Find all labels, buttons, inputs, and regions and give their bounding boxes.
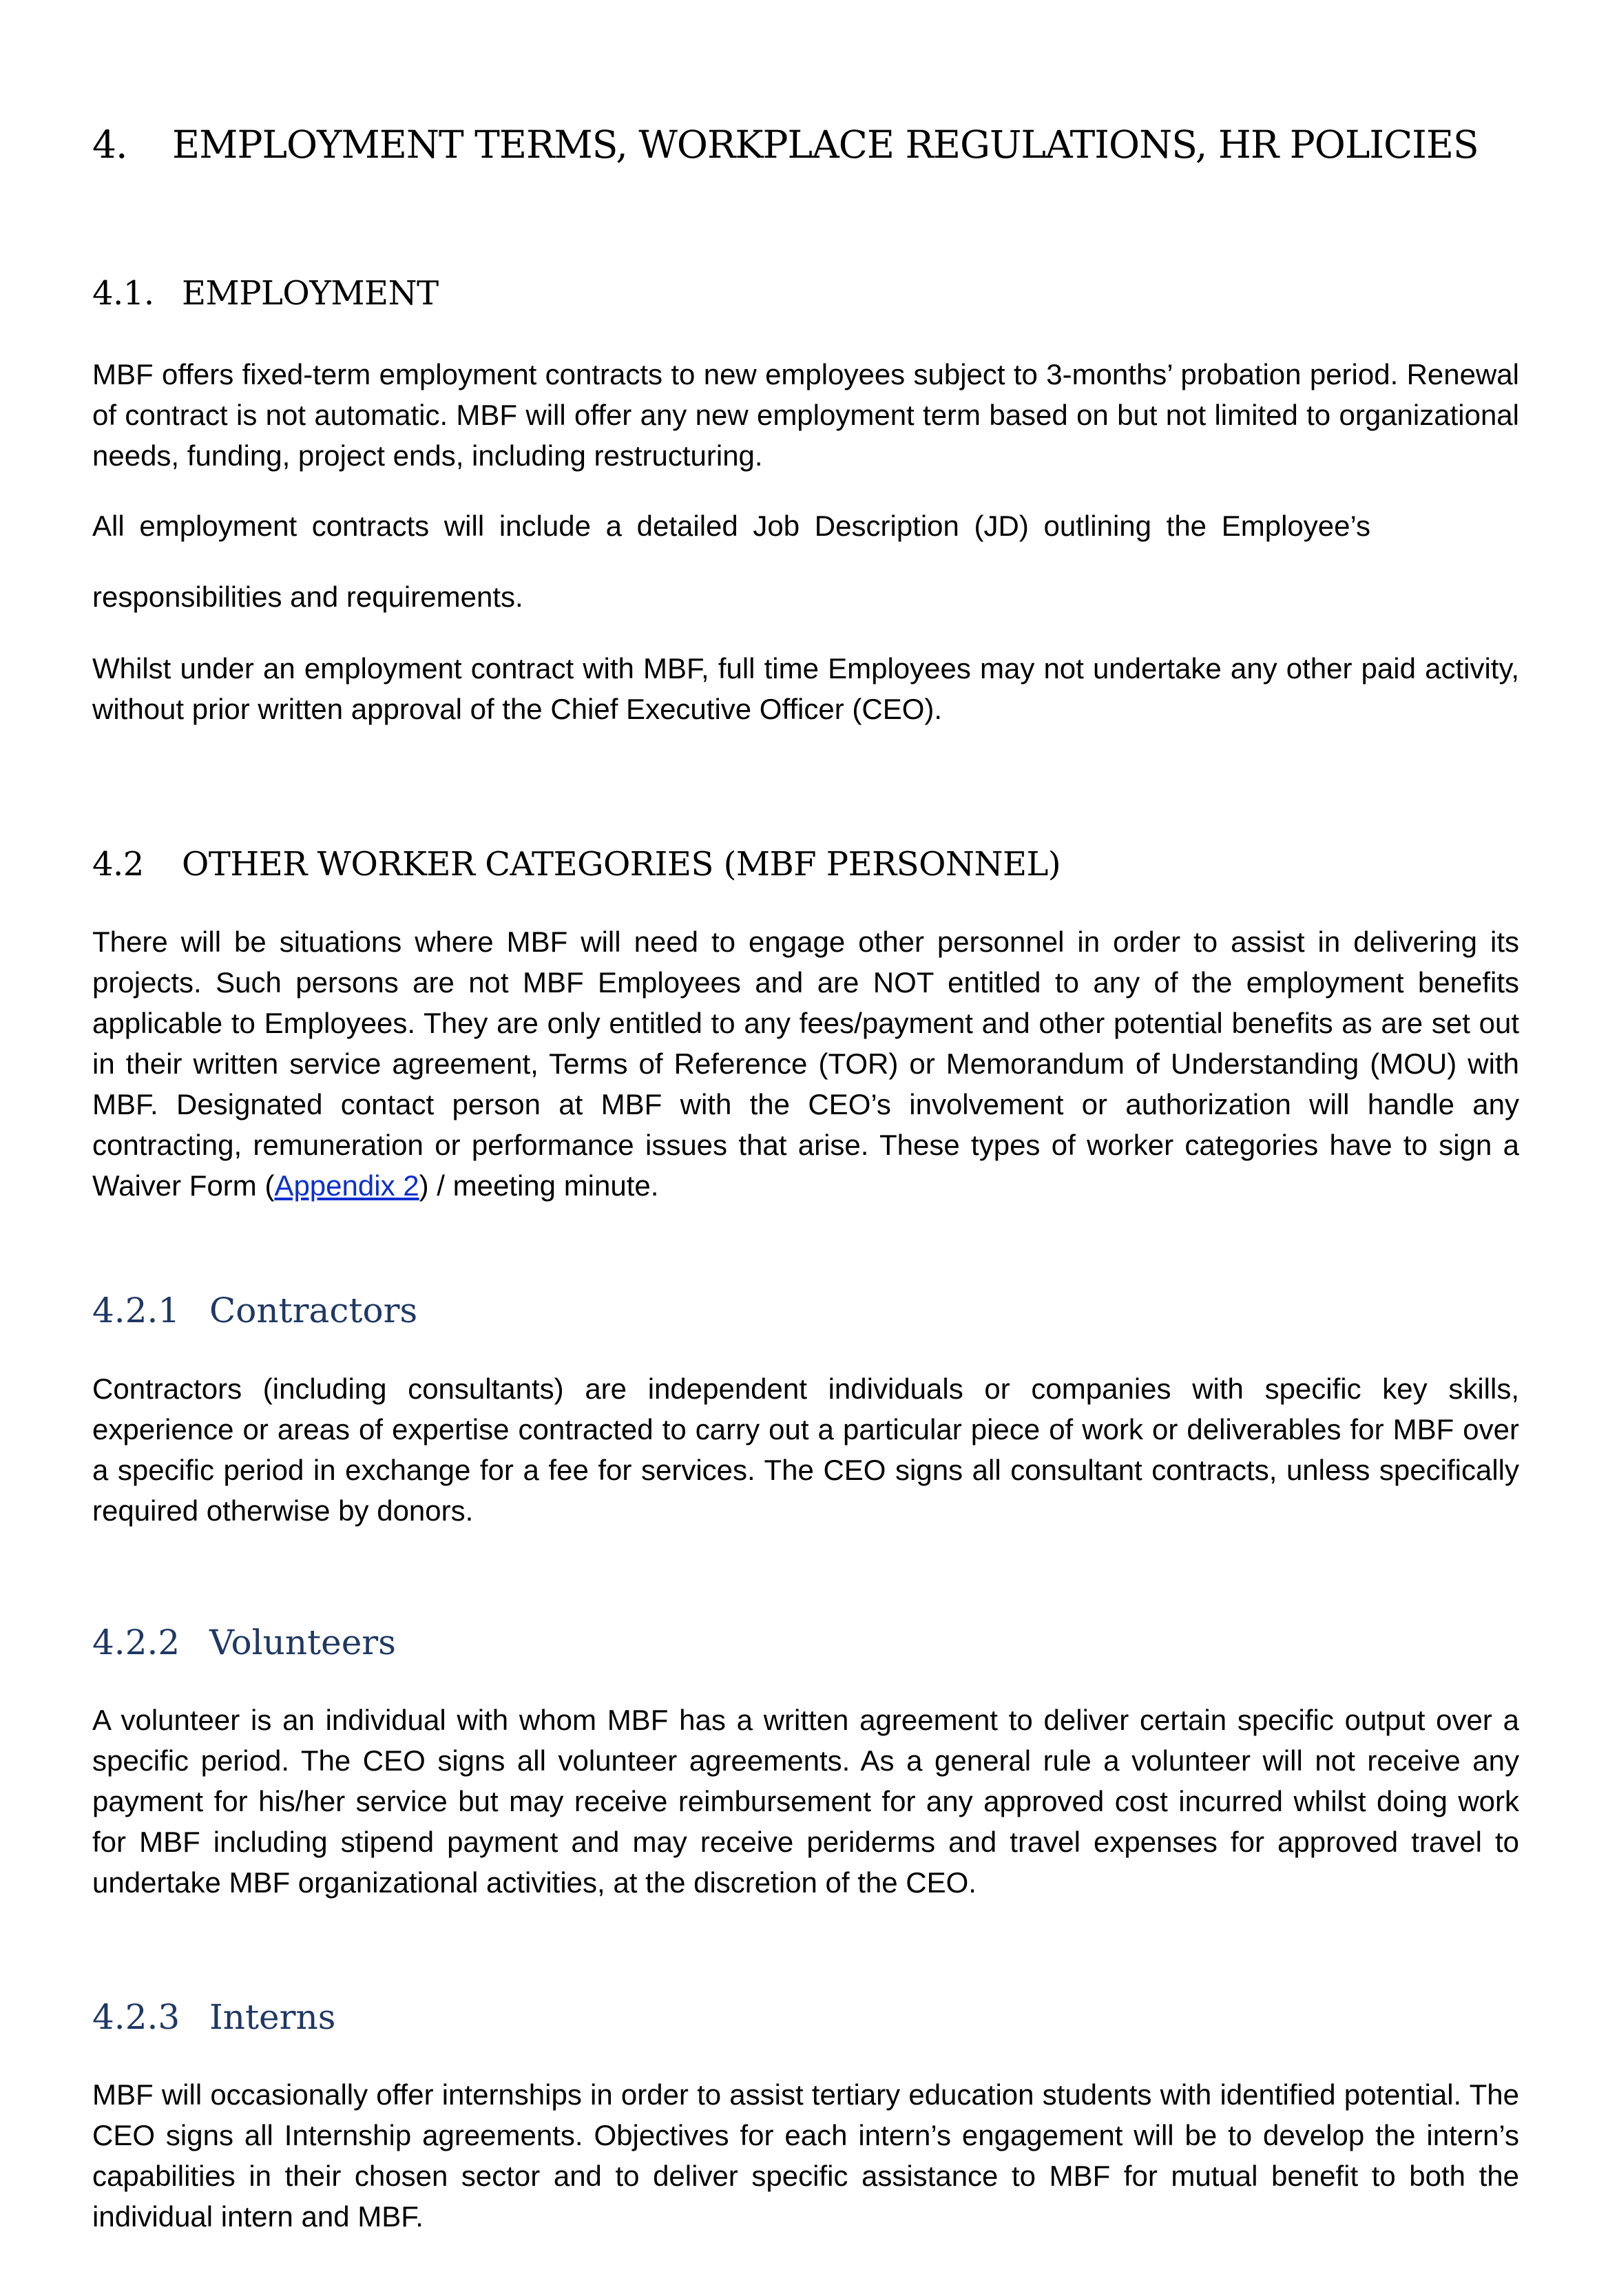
volunteers-paragraph: A volunteer is an individual with whom MBF has a written agreement to deliver certain specific output over a specific period. The CEO signs all volunteer agreements. As a general rule a volunteer will not receive any payment for his/her service but may receive reimbursement for any approved cost incurred whilst doing work for MBF including stipend payment and may receive periderms and travel expenses for approved travel to undertake MBF organizational activities, at the discretion of the CEO.: [92, 1704, 1519, 1899]
volunteers-heading: [92, 1622, 396, 1662]
employment-paragraph-1: MBF offers fixed-term employment contracts to new employees subject to 3-months’ probation period. Renewal of contract is not automatic. MBF will offer any new employment term based on but not limited to organizational needs, funding, project ends, including restructuring.: [92, 358, 1519, 472]
volunteers-number: 4.2.2: [92, 1622, 180, 1662]
other-workers-heading: [92, 845, 1061, 884]
interns-title: Interns: [209, 1997, 336, 2037]
contractors-paragraph: Contractors (including consultants) are independent individuals or companies with specific key skills, experience or areas of expertise contracted to carry out a particular piece of work or deliverables for MBF over a specific period in exchange for a fee for services. The CEO signs all consultant contracts, unless specifically required otherwise by donors.: [92, 1373, 1519, 1527]
section-title: EMPLOYMENT TERMS, WORKPLACE REGULATIONS, HR POLICIES: [172, 123, 1479, 167]
employment-paragraph-3: Whilst under an employment contract with MBF, full time Employees may not undertake any other paid activity, without prior written approval of the Chief Executive Officer (CEO).: [92, 652, 1519, 725]
contractors-number: 4.2.1: [92, 1291, 180, 1330]
other-workers-paragraph: [92, 921, 1519, 1206]
other-workers-number: 4.2: [92, 845, 144, 884]
employment-number: 4.1.: [92, 274, 154, 313]
employment-heading: [92, 274, 439, 313]
employment-paragraph-2-line-2: responsibilities and requirements.: [92, 581, 523, 613]
other-workers-text-end: ) / meeting minute.: [419, 1169, 659, 1202]
interns-number: 4.2.3: [92, 1997, 180, 2037]
contractors-heading: [92, 1291, 417, 1330]
contractors-title: Contractors: [209, 1291, 418, 1330]
employment-paragraph-2-line-1: All employment contracts will include a detailed Job Description (JD) outlining the Employee’s: [92, 510, 1371, 542]
interns-heading: [92, 1997, 335, 2037]
volunteers-title: Volunteers: [209, 1622, 396, 1662]
employment-title: EMPLOYMENT: [182, 274, 439, 313]
other-workers-text: There will be situations where MBF will need to engage other personnel in order to assist in delivering its projects. Such persons are not MBF Employees and are NOT entitled to any of the employment benefits applicable to Employees. They are only entitled to any fees/payment and other potential benefits as are set out in their written service agreement, Terms of Reference (TOR) or Memorandum of Understanding (MOU) with MBF. Designated contact person at MBF with the CEO’s involvement or authorization will handle any contracting, remuneration or performance issues that arise. These types of worker categories have to sign a Waiver Form (: [92, 926, 1519, 1202]
section-heading: [92, 123, 1479, 167]
section-number: 4.: [92, 123, 127, 167]
appendix-2-link[interactable]: Appendix 2: [274, 1169, 419, 1202]
interns-paragraph: MBF will occasionally offer internships in order to assist tertiary education students with identified potential. The CEO signs all Internship agreements. Objectives for each intern’s engagement will be to develop the intern’s capabilities in their chosen sector and to deliver specific assistance to MBF for mutual benefit to both the individual intern and MBF.: [92, 2078, 1519, 2233]
other-workers-title: OTHER WORKER CATEGORIES (MBF PERSONNEL): [182, 845, 1061, 884]
